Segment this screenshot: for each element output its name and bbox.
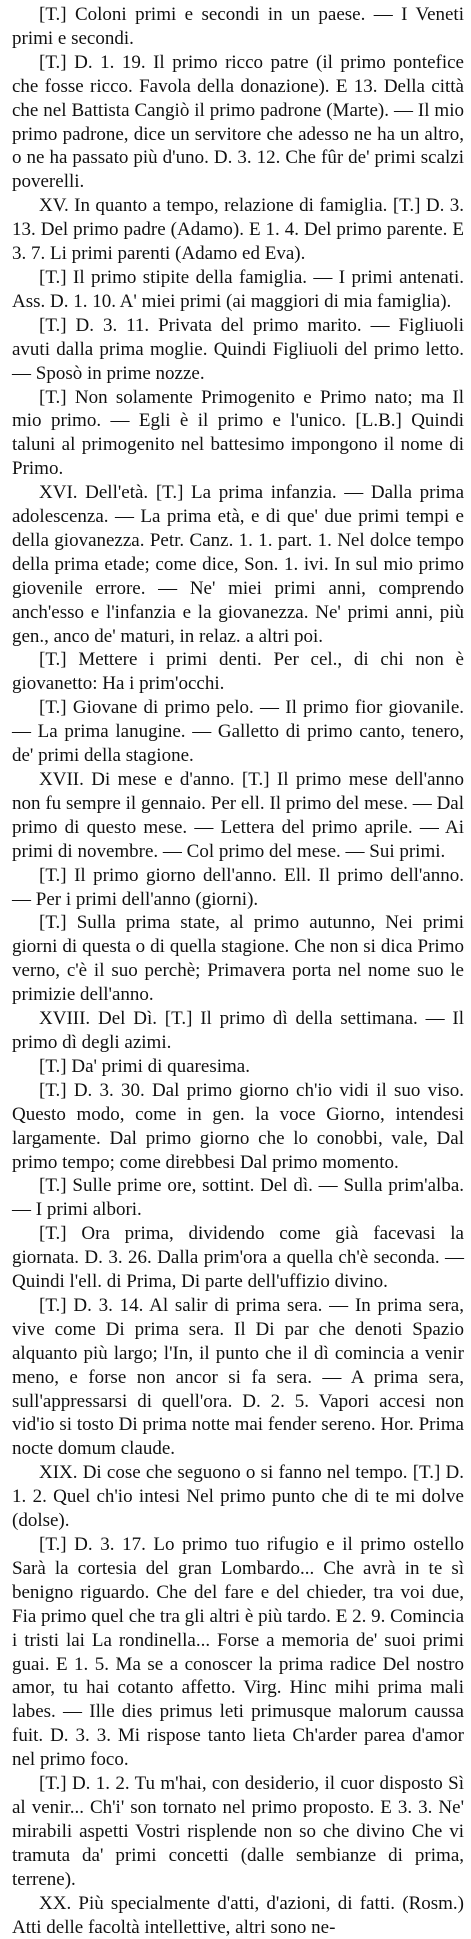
section-heading-paragraph: XX. Più specialmente d'atti, d'azioni, di fatti. (Rosm.) Atti delle facoltà intellettive, altri sono ne- — [12, 1892, 464, 1938]
entry-paragraph: [T.] D. 3. 30. Dal primo giorno ch'io vidi il suo viso. Questo modo, come in gen. la voce Giorno, intendesi largamente. Dal primo giorno che lo conobbi, vale, Dal primo tempo; come direbbesi Dal primo momento. — [12, 1079, 464, 1173]
entry-paragraph: [T.] Coloni primi e secondi in un paese. — I Veneti primi e secondi. — [12, 4, 464, 49]
entry-paragraph: [T.] Sulla prima state, al primo autunno, Nei primi giorni di questa o di quella stagione. Che non si dica Primo verno, c'è il suo perchè; Primavera porta nel nome suo le primizie dell'anno. — [12, 912, 464, 1006]
entry-paragraph: [T.] Da' primi di quaresima. — [39, 1055, 250, 1077]
section-heading-paragraph: XVI. Dell'età. [T.] La prima infanzia. — Dalla prima adolescenza. — La prima età, e di que' due primi tempi e della giovanezza. Petr. Canz. 1. 1. part. 1. Nel dolce tempo della prima etade; come dice, Son. 1. ivi. In sul mio primo giovenile errore. — Ne' miei primi anni, comprendo anch'esso e l'infanzia e la giovanezza. Ne' primi anni, più gen., anco de' maturi, in relaz. a altri poi. — [12, 482, 464, 647]
entry-paragraph: [T.] Giovane di primo pelo. — Il primo fior giovanile. — La prima lanugine. — Galletto di primo canto, tenero, de' primi della stagione. — [12, 697, 464, 767]
section-heading-paragraph: XV. In quanto a tempo, relazione di famiglia. [T.] D. 3. 13. Del primo padre (Adamo). E 1. 4. Del primo parente. E 3. 7. Li primi parenti (Adamo ed Eva). — [12, 195, 464, 265]
entry-paragraph: [T.] D. 3. 14. Al salir di prima sera. — In prima sera, vive come Di prima sera. Il Di par che denoti Spazio alquanto più largo; l'In, il punto che il dì comincia a venir meno, e forse non ancor si fa sera. — A prima sera, sull'appressarsi di quell'ora. D. 2. 5. Vapori accesi non vid'io si tosto Di prima notte mai fender sereno. Hor. Prima nocte domum claude. — [12, 1294, 464, 1460]
entry-paragraph: [T.] Ora prima, dividendo come già facevasi la giornata. D. 3. 26. Dalla prim'ora a quella ch'è seconda. — Quindi l'ell. di Prima, Di parte dell'uffizio divino. — [12, 1223, 464, 1293]
entry-paragraph: [T.] Sulle prime ore, sottint. Del dì. — Sulla prim'alba. — I primi albori. — [12, 1175, 464, 1221]
entry-paragraph: [T.] Il primo stipite della famiglia. — I primi antenati. Ass. D. 1. 10. A' miei primi (ai maggiori di mia famiglia). — [12, 266, 464, 312]
entry-paragraph: [T.] D. 1. 19. Il primo ricco patre (il primo pontefice che fosse ricco. Favola della donazione). E 13. Della città che nel Battista Cangiò il primo padrone (Marte). — Il mio primo padrone, dice un servitore che adesso ne ha un altro, o ne ha passato più d'uno. D. 3. 12. Che fûr de' primi scalzi poverelli. — [12, 51, 464, 193]
entry-paragraph: [T.] Non solamente Primogenito e Primo nato; ma Il mio primo. — Egli è il primo e l'unico. [L.B.] Quindi taluni al primogenito nel battesimo impongono il nome di Primo. — [12, 386, 464, 480]
entry-paragraph: [T.] Mettere i primi denti. Per cel., di chi non è giovanetto: Ha i prim'occhi. — [12, 649, 464, 695]
section-heading-paragraph: XVII. Di mese e d'anno. [T.] Il primo mese dell'anno non fu sempre il gennaio. Per ell. Il primo del mese. — Dal primo di questo mese. — Lettera del primo aprile. — Ai primi di novembre. — Col primo del mese. — Sui primi. — [12, 769, 464, 862]
entry-paragraph: [T.] D. 3. 11. Privata del primo marito. — Figliuoli avuti dalla prima moglie. Quindi Figliuoli del primo letto. — Sposò in prime nozze. — [12, 314, 464, 384]
entry-paragraph: [T.] D. 1. 2. Tu m'hai, con desiderio, il cuor disposto Sì al venir... Ch'i' son tornato nel primo proposto. E 3. 3. Ne' mirabili aspetti Vostri risplende non so che divino Che vi tramuta da' primi concetti (dalle sembianze di prima, terrene). — [12, 1773, 464, 1890]
entry-paragraph: [T.] Il primo giorno dell'anno. Ell. Il primo dell'anno. — Per i primi dell'anno (giorni). — [12, 864, 464, 910]
section-heading-paragraph: XIX. Di cose che seguono o si fanno nel tempo. [T.] D. 1. 2. Quel ch'io intesi Nel primo punto che di te mi dolve (dolse). — [12, 1462, 464, 1532]
entry-paragraph: [T.] D. 3. 17. Lo primo tuo rifugio e il primo ostello Sarà la cortesia del gran Lombardo... Che avrà in te sì benigno riguardo. Che del fare e del chieder, tra voi due, Fia primo quel che tra gli altri è più tardo. E 2. 9. Comincia i tristi lai La rondinella... Forse a memoria de' suoi primi guai. E 1. 5. Ma se a conoscer la prima radice Del nostro amor, tu hai cotanto affetto. Virg. Hinc mihi prima mali labes. — Ille dies primus leti primusque malorum caussa fuit. D. 3. 3. Mi rispose tanto lieta Ch'arder parea d'amor nel primo foco. — [12, 1534, 464, 1771]
section-heading-paragraph: XVIII. Del Dì. [T.] Il primo dì della settimana. — Il primo dì degli azimi. — [12, 1008, 464, 1053]
